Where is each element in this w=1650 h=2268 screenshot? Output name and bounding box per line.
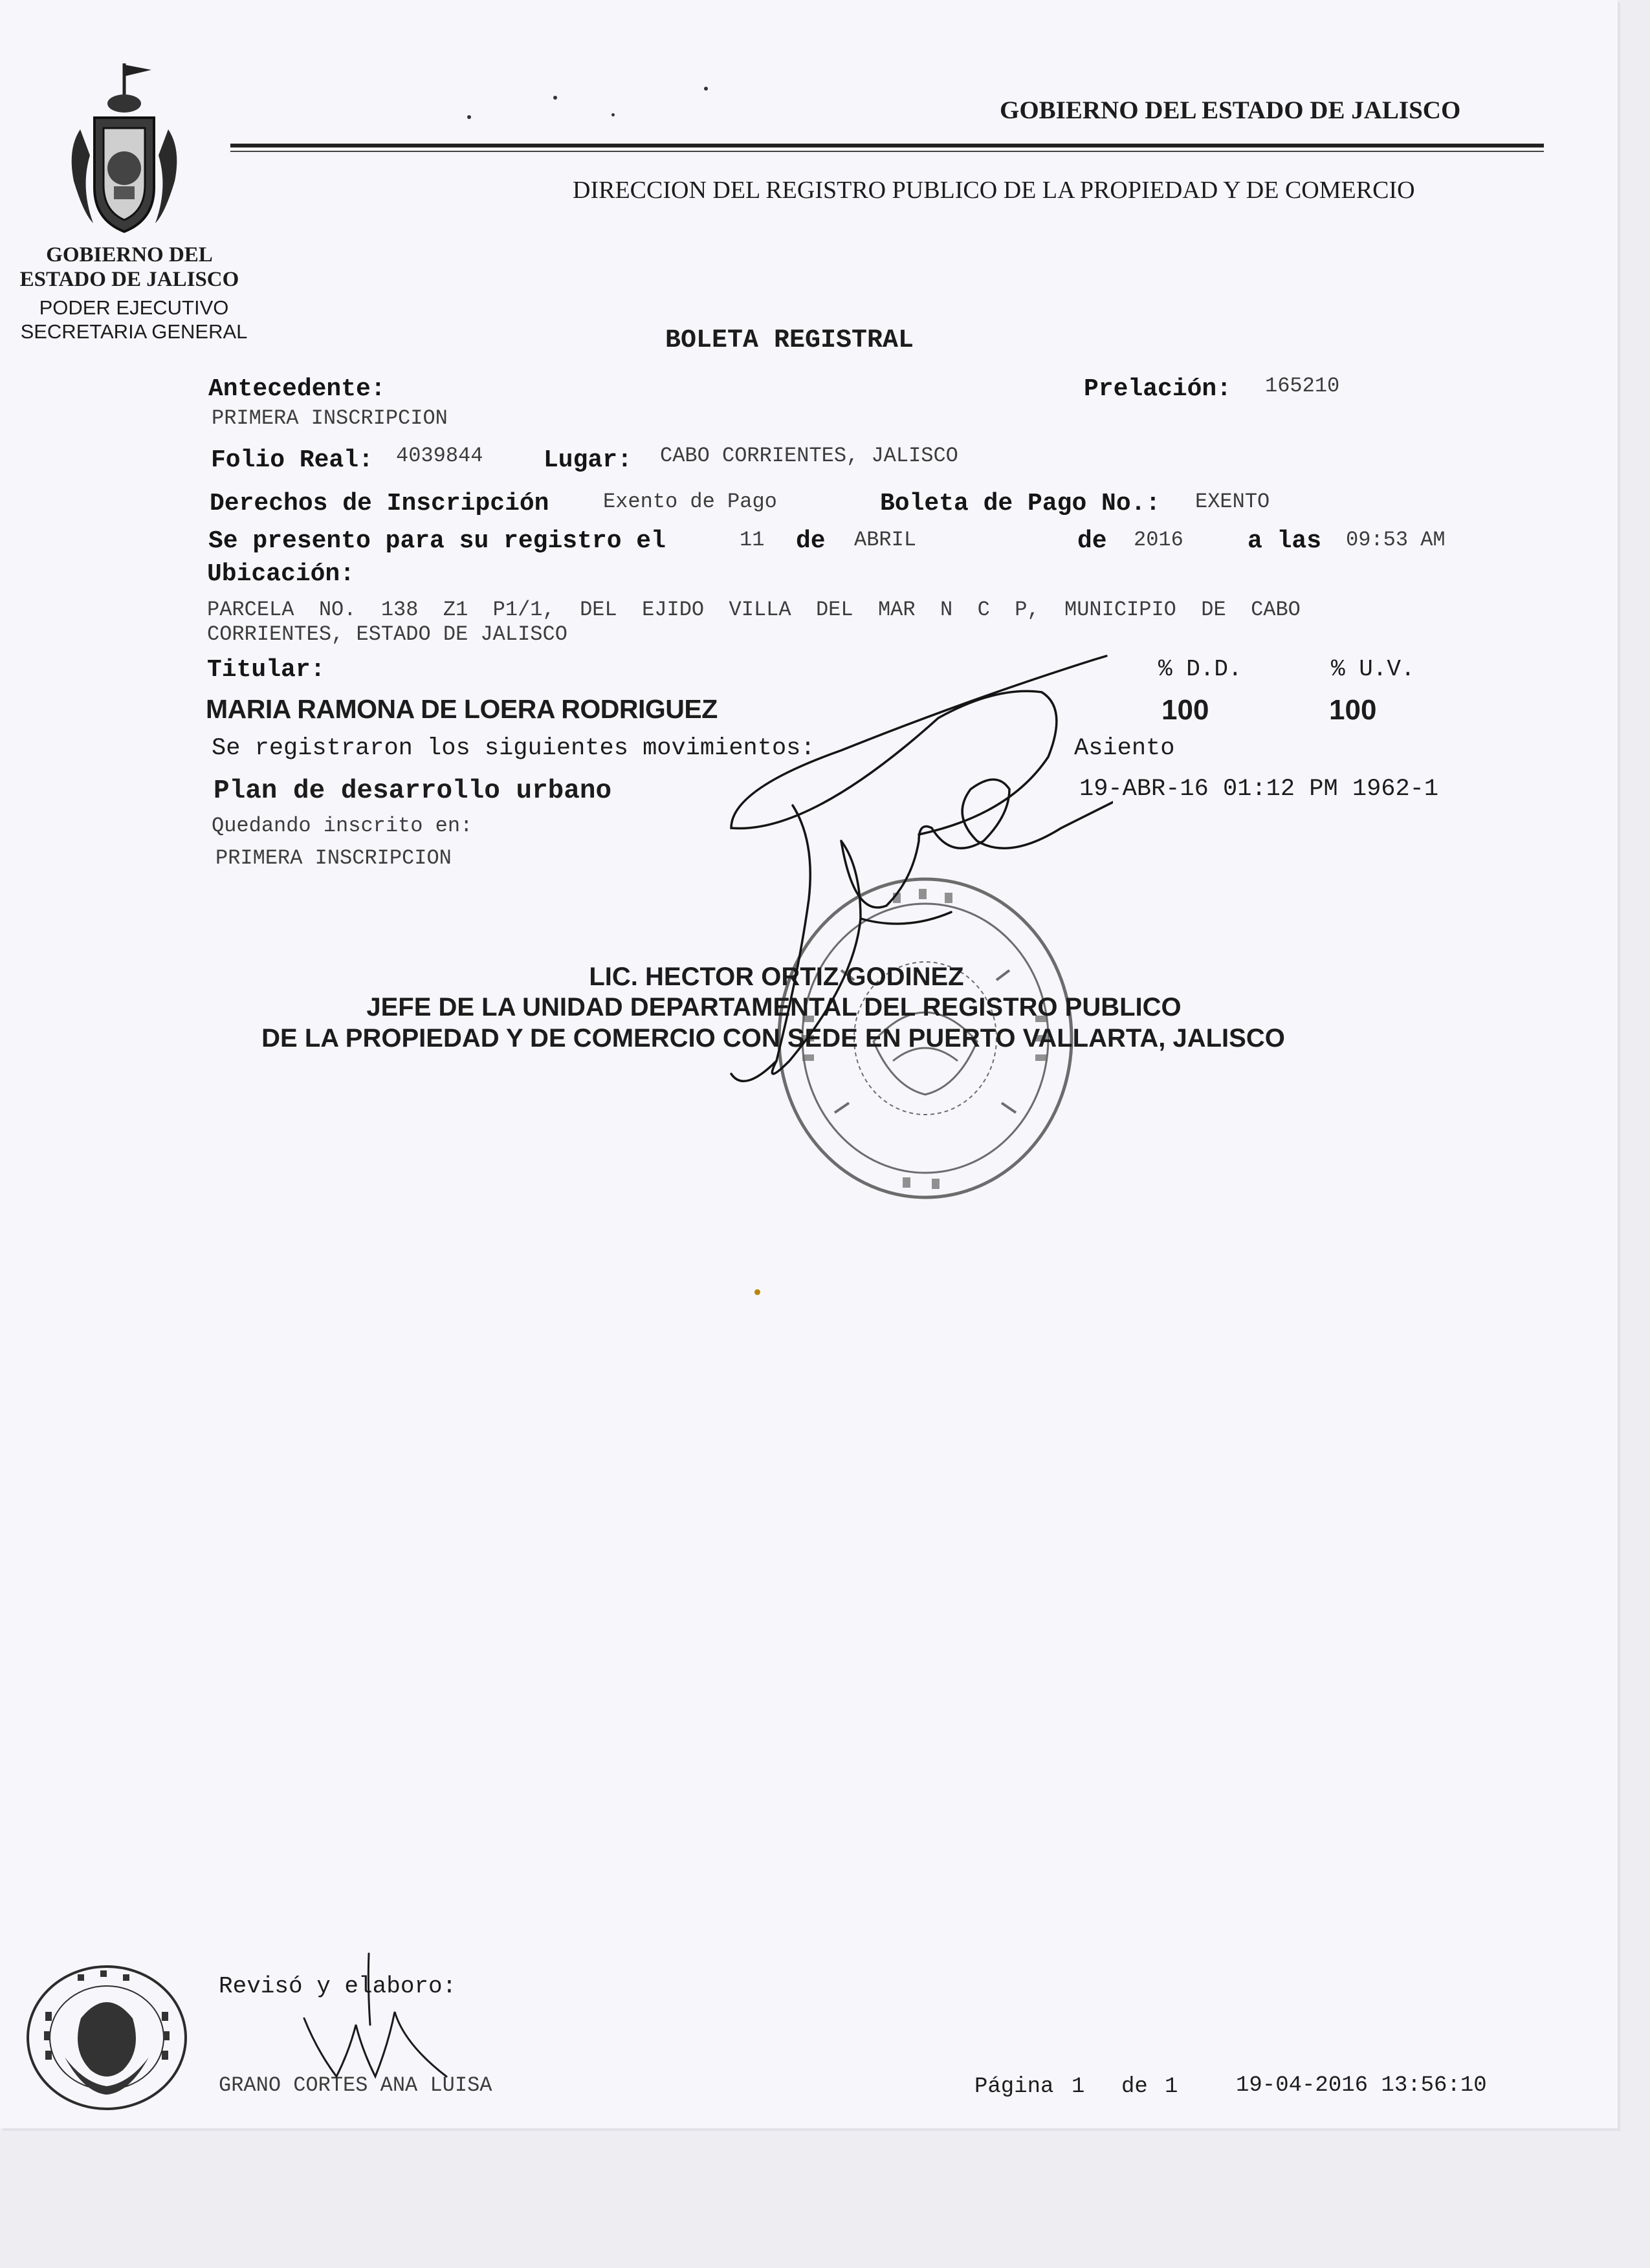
header-rule-thin	[230, 151, 1544, 152]
page-current: 1	[1072, 2075, 1085, 2099]
folio-real-label: Folio Real:	[211, 446, 373, 474]
reviso-name: GRANO CORTES ANA LUISA	[219, 2073, 492, 2097]
ubicacion-label: Ubicación:	[207, 560, 355, 588]
antecedente-label: Antecedente:	[208, 375, 386, 403]
derechos-value: Exento de Pago	[603, 490, 777, 514]
presento-month: ABRIL	[854, 528, 917, 552]
national-seal-icon	[19, 1960, 194, 2115]
ubicacion-line2: CORRIENTES, ESTADO DE JALISCO	[207, 622, 567, 646]
movimiento-item: Plan de desarrollo urbano	[214, 776, 612, 806]
asiento-label: Asiento	[1074, 735, 1175, 762]
quedando-label: Quedando inscrito en:	[212, 814, 473, 838]
pagina-label: Página	[974, 2075, 1054, 2099]
left-header-secretaria: SECRETARIA GENERAL	[20, 320, 248, 343]
prelacion-value: 165210	[1265, 374, 1340, 398]
lugar-label: Lugar:	[544, 446, 632, 474]
print-timestamp: 19-04-2016 13:56:10	[1236, 2073, 1487, 2098]
boleta-pago-value: EXENTO	[1195, 490, 1270, 514]
antecedente-value: PRIMERA INSCRIPCION	[212, 406, 448, 430]
scan-speck	[467, 115, 471, 119]
scan-speck	[553, 96, 557, 100]
uv-value: 100	[1329, 694, 1377, 726]
reviewer-signature-icon	[291, 1947, 459, 2089]
scan-speck	[704, 87, 708, 91]
folio-real-value: 4039844	[396, 444, 483, 468]
header-rule-thick	[230, 144, 1544, 147]
signatory-title-line2: DE LA PROPIEDAD Y DE COMERCIO CON SEDE EN PUERTO VALLARTA, JALISCO	[261, 1024, 1285, 1052]
document-title: BOLETA REGISTRAL	[665, 326, 914, 355]
left-header-gov-line2: ESTADO DE JALISCO	[19, 268, 239, 291]
titular-name: MARIA RAMONA DE LOERA RODRIGUEZ	[206, 694, 718, 724]
government-title: GOBIERNO DEL ESTADO DE JALISCO	[1000, 96, 1461, 124]
left-header-gov-line1: GOBIERNO DEL	[46, 243, 213, 267]
boleta-pago-label: Boleta de Pago No.:	[880, 490, 1161, 518]
derechos-label: Derechos de Inscripción	[210, 490, 549, 518]
presento-day: 11	[740, 528, 765, 552]
jalisco-coat-of-arms-icon	[54, 58, 197, 246]
movimientos-label: Se registraron los siguientes movimientos:	[212, 735, 815, 762]
lugar-value: CABO CORRIENTES, JALISCO	[660, 444, 958, 468]
signatory-title-line1: JEFE DE LA UNIDAD DEPARTAMENTAL DEL REGISTRO PUBLICO	[366, 993, 1182, 1021]
ubicacion-line1: PARCELA NO. 138 Z1 P1/1, DEL EJIDO VILLA DEL MAR N C P, MUNICIPIO DE CABO	[207, 598, 1301, 622]
a-las-label: a las	[1248, 527, 1322, 555]
reviso-label: Revisó y elaboro:	[219, 1973, 457, 2000]
page-total: 1	[1165, 2075, 1178, 2099]
signatory-name-text: LIC. HECTOR ORTIZ GODINEZ	[589, 963, 964, 991]
de-label-1: de	[796, 527, 826, 555]
quedando-value: PRIMERA INSCRIPCION	[215, 846, 452, 870]
presento-year: 2016	[1134, 528, 1183, 552]
left-header-poder-ejecutivo: PODER EJECUTIVO	[39, 296, 229, 319]
main-signature-icon	[647, 647, 1113, 1100]
pagina-de-label: de	[1121, 2075, 1148, 2099]
scan-speck	[611, 113, 615, 116]
registry-office-title: DIRECCION DEL REGISTRO PUBLICO DE LA PROPIEDAD Y DE COMERCIO	[573, 177, 1415, 204]
titular-label: Titular:	[207, 656, 325, 684]
dd-percent-label: % D.D.	[1158, 656, 1242, 682]
de-label-2: de	[1077, 527, 1107, 555]
scan-speck	[754, 1289, 760, 1295]
presento-time: 09:53 AM	[1346, 528, 1446, 552]
uv-percent-label: % U.V.	[1331, 656, 1415, 682]
prelacion-label: Prelación:	[1084, 375, 1232, 403]
dd-value: 100	[1161, 694, 1209, 726]
presento-label: Se presento para su registro el	[208, 527, 666, 555]
asiento-value: 19-ABR-16 01:12 PM 1962-1	[1079, 776, 1439, 803]
